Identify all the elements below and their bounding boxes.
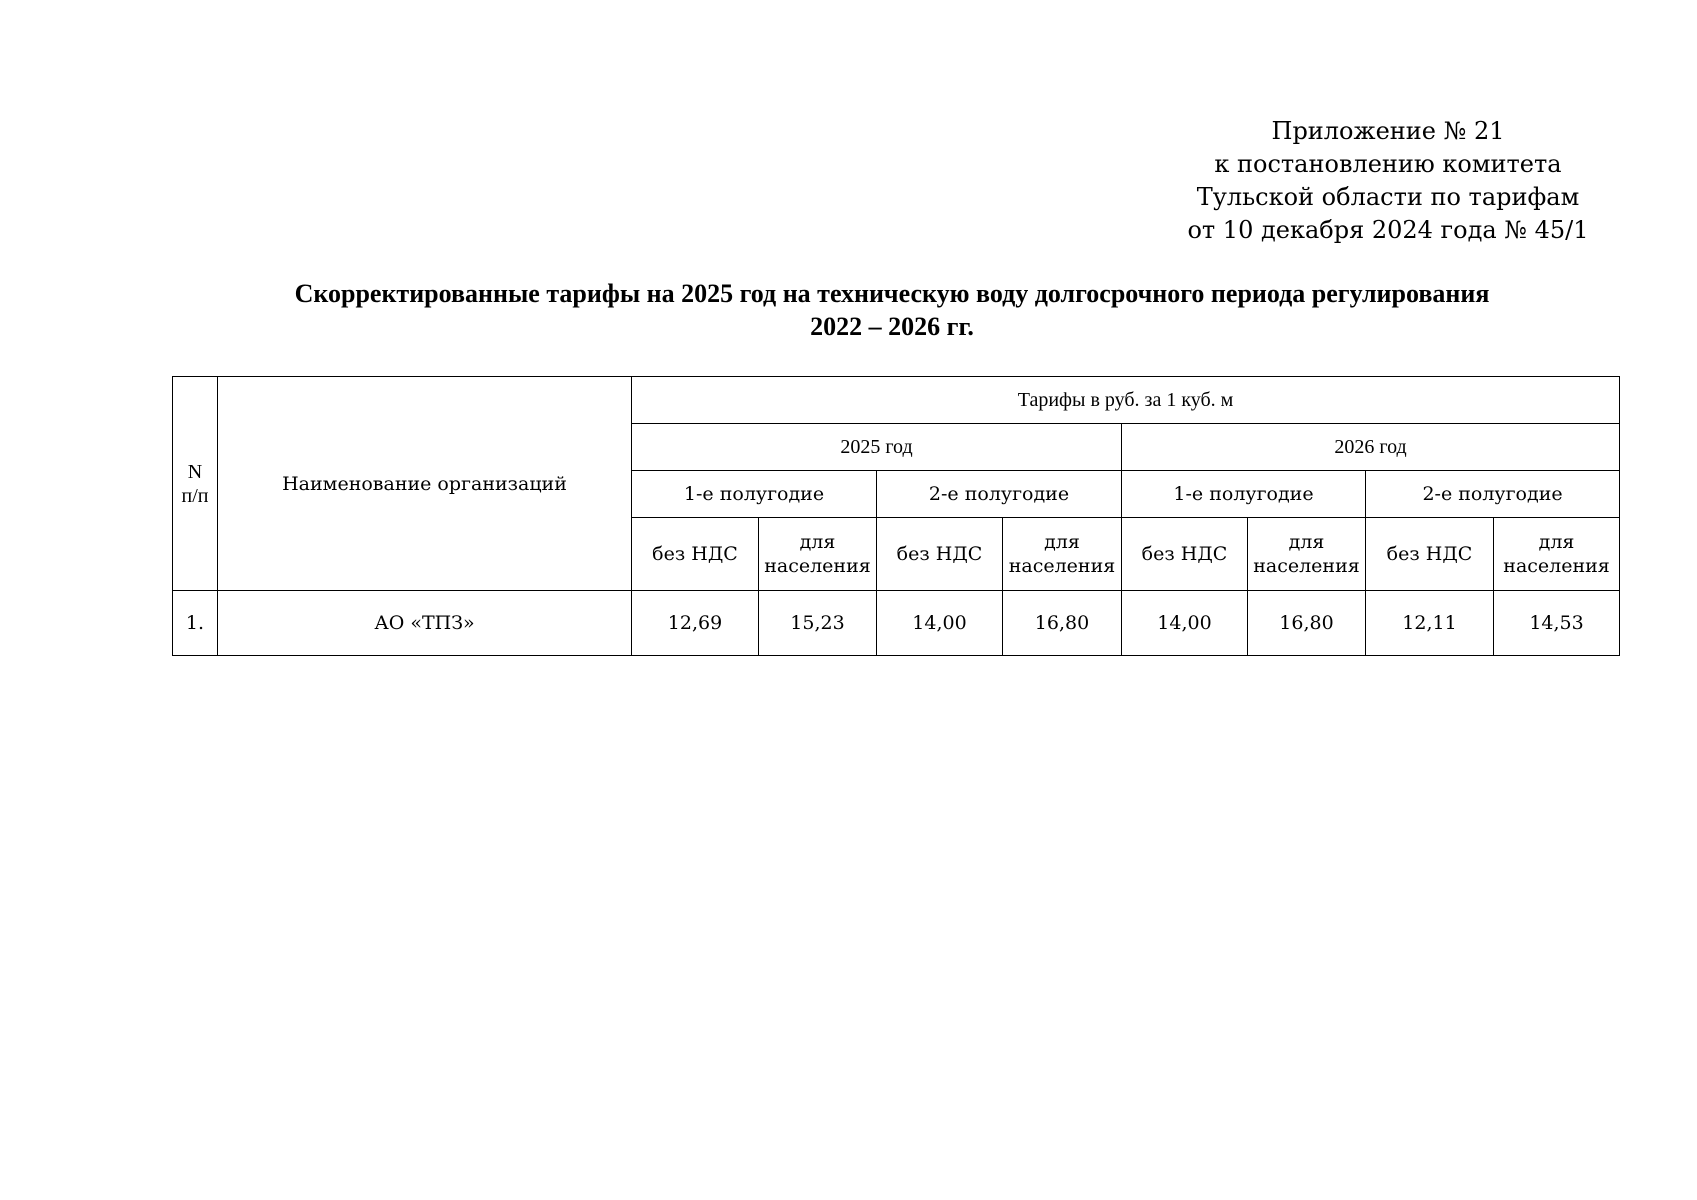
header-population-line2: населения [1253,555,1360,577]
appendix-line-committee: Тульской области по тарифам [1196,183,1580,211]
header-org: Наименование организаций [218,377,632,591]
appendix-line-date: от 10 декабря 2024 года № 45/1 [1187,216,1589,244]
value-2025-h1-population: 15,23 [759,591,877,656]
header-row-tariffs [173,377,1620,424]
header-num-line2: п/п [181,484,209,507]
tariffs-table [172,376,1620,656]
value-2026-h1-no-vat: 14,00 [1122,591,1248,656]
header-2025-half1: 1-е полугодие [632,471,877,518]
header-tariffs: Тарифы в руб. за 1 куб. м [632,377,1620,424]
value-2025-h1-no-vat: 12,69 [632,591,759,656]
header-2026-h2-no-vat: без НДС [1366,518,1494,591]
header-num [173,377,218,591]
appendix-line-number: Приложение № 21 [1271,117,1505,145]
header-2026-half2: 2-е полугодие [1366,471,1620,518]
header-2025-h2-population [1003,518,1122,591]
row-organization: АО «ТПЗ» [218,591,632,656]
header-2025-h2-no-vat: без НДС [877,518,1003,591]
header-year-2026: 2026 год [1122,424,1620,471]
document-title-line1: Скорректированные тарифы на 2025 год на техническую воду долгосрочного периода регулирования [294,279,1490,308]
value-2025-h2-no-vat: 14,00 [877,591,1003,656]
header-population-line2: населения [764,555,871,577]
header-2026-h2-population [1494,518,1620,591]
header-2025-h1-population [759,518,877,591]
appendix-line-resolution: к постановлению комитета [1214,150,1562,178]
header-population-line1: для [1044,531,1080,553]
table-row [173,591,1620,656]
header-num-line1: N [187,460,203,483]
value-2025-h2-population: 16,80 [1003,591,1122,656]
header-2026-h1-no-vat: без НДС [1122,518,1248,591]
header-population-line1: для [1538,531,1575,553]
document-title [172,277,1612,343]
header-2025-half2: 2-е полугодие [877,471,1122,518]
header-year-2025: 2025 год [632,424,1122,471]
value-2026-h2-population: 14,53 [1494,591,1620,656]
header-population-line1: для [799,531,836,553]
header-population-line1: для [1288,531,1325,553]
header-population-line2: населения [1008,555,1116,577]
header-2025-h1-no-vat: без НДС [632,518,759,591]
appendix-block [1158,115,1618,247]
row-number: 1. [173,591,218,656]
document-title-line2: 2022 – 2026 гг. [810,312,974,341]
header-2026-h1-population [1248,518,1366,591]
header-2026-half1: 1-е полугодие [1122,471,1366,518]
value-2026-h2-no-vat: 12,11 [1366,591,1494,656]
header-population-line2: населения [1503,555,1610,577]
value-2026-h1-population: 16,80 [1248,591,1366,656]
